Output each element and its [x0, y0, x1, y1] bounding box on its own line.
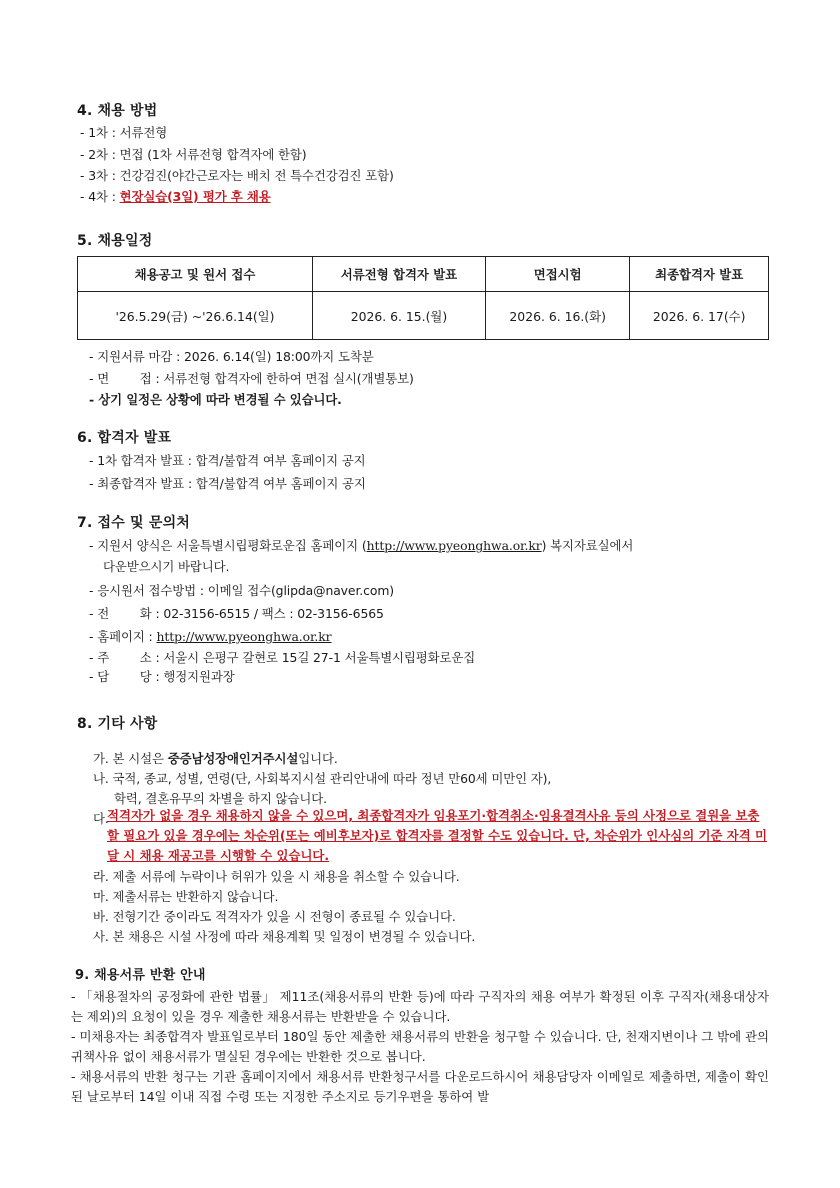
contact-form-suffix: ) 복지자료실에서 — [541, 538, 634, 553]
misc-ga-prefix: 가. 본 시설은 — [93, 751, 168, 766]
address-line: - 주 소 : 서울시 은평구 갈현로 15길 27-1 서울특별시립평화로운집 — [89, 650, 476, 665]
section-9-title: 9. 채용서류 반환 안내 — [75, 968, 206, 983]
method-item-2: - 2차 : 면접 (1차 서류전형 합격자에 한함) — [80, 147, 307, 162]
schedule-header-cell: 최종합격자 발표 — [630, 257, 769, 292]
misc-item-ga — [93, 749, 338, 767]
misc-item-ba: 바. 전형기간 중이라도 적격자가 있을 시 전형이 종료될 수 있습니다. — [93, 909, 456, 924]
misc-ga-suffix: 입니다. — [298, 751, 338, 766]
return-para-1: - 「채용절차의 공정화에 관한 법률」 제11조(채용서류의 반환 등)에 따라 구직자의 채용 여부가 확정된 이후 구직자(채용대상자는 제외)의 요청이 있을 경우 제출한 채용서류는 반환받을 수 있습니다. — [71, 989, 769, 1024]
announce-item-2: - 최종합격자 발표 : 합격/불합격 여부 홈페이지 공지 — [89, 476, 366, 491]
homepage-line — [89, 627, 331, 645]
schedule-cell: 2026. 6. 17(수) — [630, 292, 769, 340]
section-8-title: 8. 기타 사항 — [77, 716, 158, 732]
schedule-header-cell: 채용공고 및 원서 접수 — [78, 257, 313, 292]
misc-da-highlight: 적격자가 없을 경우 채용하지 않을 수 있으며, 최종합격자가 임용포기·합격취소·임용결격사유 등의 사정으로 결원을 보충할 필요가 있을 경우에는 차순위(또는 예비후보자)로 합격자를 결정할 수도 있습니다. 단, 차순위가 인사심의 기준 자격 미달 시 채용 재공고를 시행할 수 있습니다. — [107, 808, 767, 863]
contact-form-cont: 다운받으시기 바랍니다. — [103, 559, 230, 574]
misc-item-da-label: 다. — [93, 811, 109, 826]
misc-item-da-text — [107, 806, 769, 866]
schedule-cell: 2026. 6. 15.(월) — [312, 292, 485, 340]
return-para-3: - 채용서류의 반환 청구는 기관 홈페이지에서 채용서류 반환청구서를 다운로드하시어 채용담당자 이메일로 제출하면, 제출이 확인된 날로부터 14일 이내 직접 수령 또는 지정한 주소지로 등기우편을 통하여 발 — [71, 1069, 769, 1104]
section-5-title: 5. 채용일정 — [77, 233, 153, 249]
method-item-4-prefix: - 4차 : — [80, 189, 120, 204]
section-7-title: 7. 접수 및 문의처 — [77, 515, 191, 531]
contact-form-prefix: - 지원서 양식은 서울특별시립평화로운집 홈페이지 ( — [89, 538, 367, 553]
schedule-row — [78, 292, 769, 340]
section-6-title: 6. 합격자 발표 — [77, 430, 172, 446]
schedule-note-bold: - 상기 일정은 상황에 따라 변경될 수 있습니다. — [89, 392, 342, 407]
method-item-4 — [80, 187, 271, 205]
schedule-header-cell: 면접시험 — [486, 257, 630, 292]
schedule-note-1: - 지원서류 마감 : 2026. 6.14(일) 18:00까지 도착분 — [89, 349, 374, 364]
method-item-1: - 1차 : 서류전형 — [80, 125, 168, 140]
homepage-prefix: - 홈페이지 : — [89, 629, 157, 644]
homepage-link[interactable]: http://www.pyeonghwa.or.kr — [366, 538, 542, 553]
misc-item-ra: 라. 제출 서류에 누락이나 허위가 있을 시 채용을 취소할 수 있습니다. — [93, 869, 460, 884]
schedule-note-2: - 면 접 : 서류전형 합격자에 한하여 면접 실시(개별통보) — [89, 371, 414, 386]
method-item-3: - 3차 : 건강검진(야간근로자는 배치 전 특수건강검진 포함) — [80, 168, 394, 183]
schedule-table — [77, 256, 769, 340]
schedule-cell: '26.5.29(금) ~'26.6.14(일) — [78, 292, 313, 340]
schedule-header-cell: 서류전형 합격자 발표 — [312, 257, 485, 292]
apply-method: - 응시원서 접수방법 : 이메일 접수(glipda@naver.com) — [89, 583, 395, 598]
method-item-4-highlight: 현장실습(3일) 평가 후 채용 — [119, 189, 271, 204]
announce-item-1: - 1차 합격자 발표 : 합격/불합격 여부 홈페이지 공지 — [89, 453, 366, 468]
contact-form-line — [89, 536, 633, 554]
misc-ga-bold: 중증남성장애인거주시설 — [167, 751, 299, 766]
misc-item-na-1: 나. 국적, 종교, 성별, 연령(단, 사회복지시설 관리안내에 따라 정년 만60세 미만인 자), — [93, 771, 552, 786]
misc-item-ma: 마. 제출서류는 반환하지 않습니다. — [93, 889, 279, 904]
misc-item-na-2: 학력, 결혼유무의 차별을 하지 않습니다. — [114, 791, 327, 806]
misc-item-sa: 사. 본 채용은 시설 사정에 따라 채용계획 및 일정이 변경될 수 있습니다. — [93, 929, 476, 944]
manager-line: - 담 당 : 행정지원과장 — [89, 669, 235, 684]
homepage-link-2[interactable]: http://www.pyeonghwa.or.kr — [156, 629, 332, 644]
section-4-title: 4. 채용 방법 — [77, 103, 158, 119]
return-para-2: - 미채용자는 최종합격자 발표일로부터 180일 동안 제출한 채용서류의 반환을 청구할 수 있습니다. 단, 천재지변이나 그 밖에 관의 귀책사유 없이 채용서류가 멸실된 경우에는 반환한 것으로 봅니다. — [71, 1029, 769, 1064]
phone-line: - 전 화 : 02-3156-6515 / 팩스 : 02-3156-6565 — [89, 606, 384, 621]
schedule-header-row — [78, 257, 769, 292]
schedule-cell: 2026. 6. 16.(화) — [486, 292, 630, 340]
